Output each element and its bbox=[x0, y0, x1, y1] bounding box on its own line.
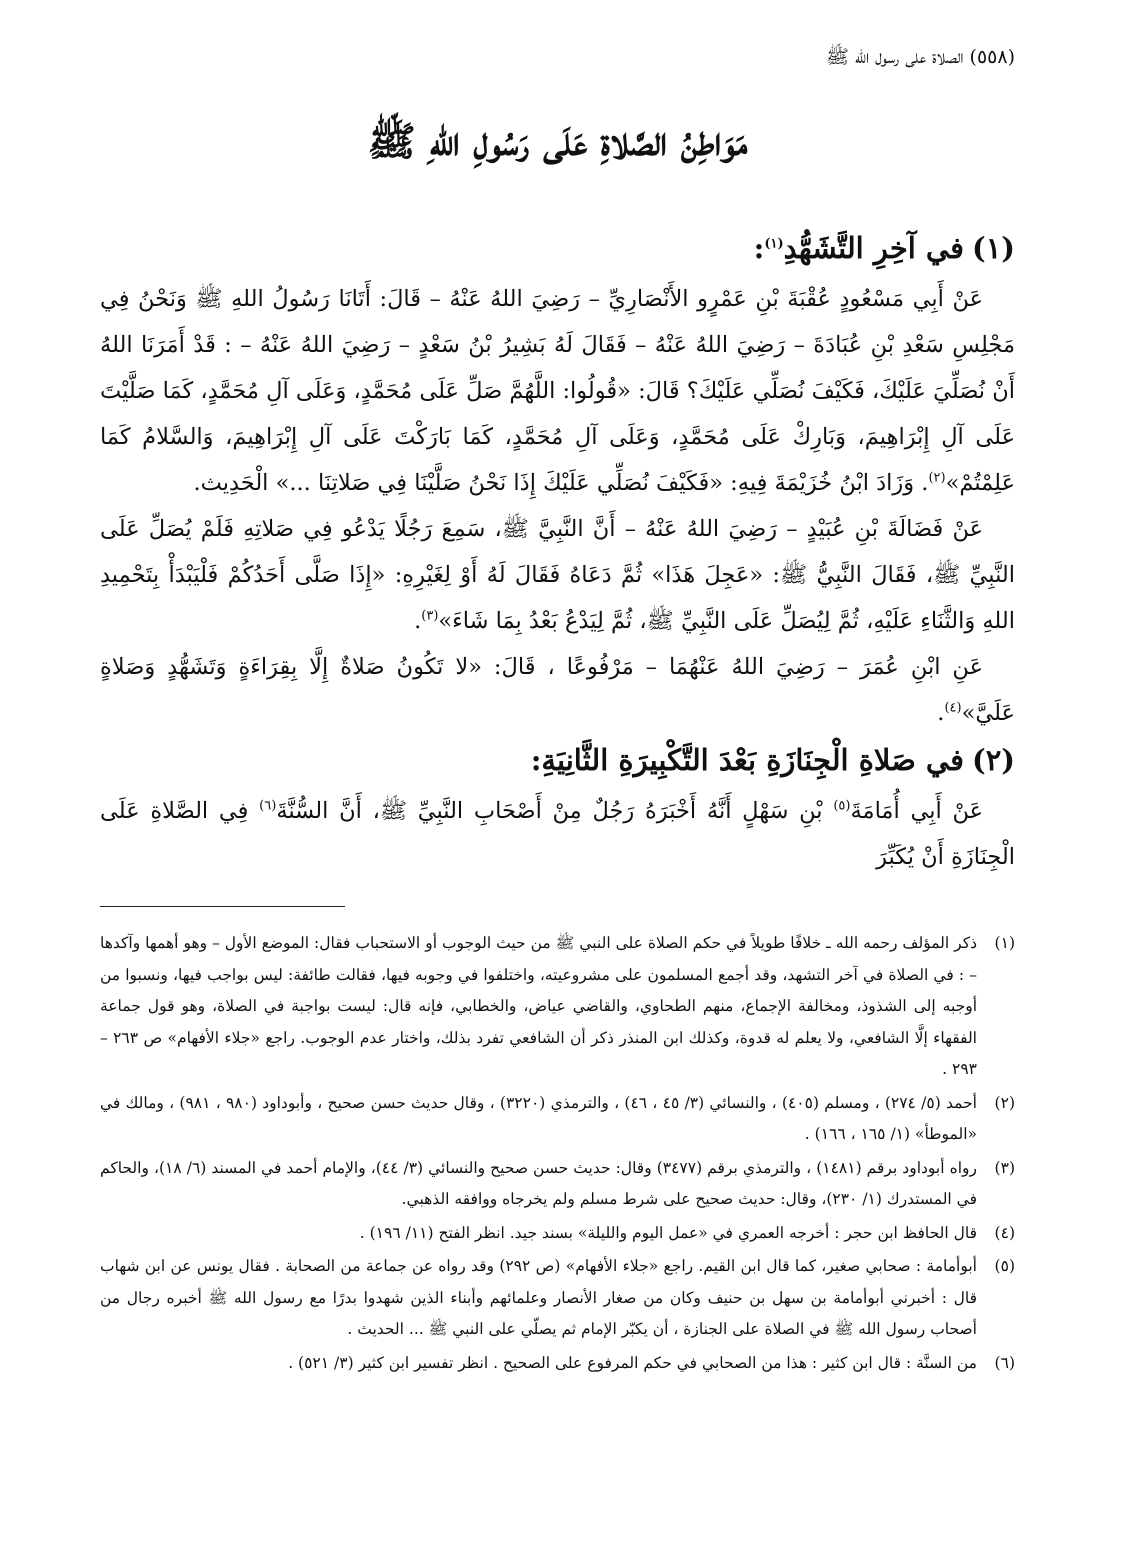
paragraph-text: بْنِ سَهْلٍ أَنَّهُ أَخْبَرَهُ رَجُلٌ مِنْ أَصْحَابِ النَّبِيِّ ﷺ، أَنَّ السُّنَّةَ bbox=[276, 798, 823, 824]
footnote-number: (٥) bbox=[994, 1257, 1015, 1275]
page-title: مَوَاطِنُ الصَّلاةِ عَلَى رَسُولِ اللهِ ﷺ bbox=[367, 118, 748, 165]
footnote-number: (٢) bbox=[994, 1093, 1015, 1112]
section-heading-1 bbox=[100, 226, 1015, 270]
footnote bbox=[100, 1251, 1015, 1346]
footnote bbox=[100, 1218, 1015, 1250]
paragraph bbox=[100, 788, 1015, 880]
footnote-text: من السنَّة : قال ابن كثير : هذا من الصحابي في حكم المرفوع على الصحيح . انظر تفسير ابن كثير (٣/ ٥٢١) . bbox=[288, 1353, 977, 1372]
paragraph-text: عَنْ فَضَالَةَ بْنِ عُبَيْدٍ – رَضِيَ اللهُ عَنْهُ – أَنَّ النَّبِيَّ ﷺ، سَمِعَ رَجُلًا يَدْعُو فِي صَلاتِهِ فَلَمْ يُصَلِّ عَلَى النَّبِيِّ ﷺ، فَقَالَ النَّبِيُّ ﷺ: «عَجِلَ هَذَا» ثُمَّ دَعَاهُ فَقَالَ لَهُ أَوْ لِغَيْرِهِ: «إِذَا صَلَّى أَحَدُكُمْ فَلْيَبْدَأْ بِتَحْمِيدِ اللهِ وَالثَّنَاءِ عَلَيْهِ، ثُمَّ لِيُصَلِّ عَلَى النَّبِيِّ ﷺ، ثُمَّ لِيَدْعُ بَعْدُ بِمَا شَاءَ» bbox=[100, 516, 1015, 634]
footnote-text: أحمد (٥/ ٢٧٤) ، ومسلم (٤٠٥) ، والنسائي (٣/ ٤٥ ، ٤٦) ، والترمذي (٣٢٢٠) ، وقال حديث حسن صحيح ، وأبوداود (٩٨٠ ، ٩٨١) ، ومالك في «الموطأ» (١/ ١٦٥ ، ١٦٦) . bbox=[100, 1093, 977, 1143]
section-title: في صَلاةِ الْجِنَازَةِ بَعْدَ التَّكْبِيرَةِ الثَّانِيَةِ: bbox=[530, 743, 964, 777]
footnote-ref: (٤) bbox=[944, 700, 962, 716]
paragraph-tail: . وَزَادَ ابْنُ خُزَيْمَةَ فِيهِ: «فَكَيْفَ نُصَلِّي عَلَيْكَ إِذَا نَحْنُ صَلَّيْنَا فِي صَلاتِنَا ...» الْحَدِيث. bbox=[193, 470, 929, 496]
section-title: في آخِرِ التَّشَهُّدِ bbox=[783, 231, 964, 265]
page-body bbox=[100, 40, 1015, 880]
footnote-separator bbox=[100, 906, 345, 907]
footnote-text: رواه أبوداود برقم (١٤٨١) ، والترمذي برقم (٣٤٧٧) وقال: حديث حسن صحيح والنسائي (٣/ ٤٤)، والإمام أحمد في المسند (٦/ ١٨)، والحاكم في المستدرك (١/ ٢٣٠)، وقال: حديث صحيح على شرط مسلم ولم يخرجاه ووافقه الذهبي. bbox=[100, 1158, 977, 1208]
paragraph bbox=[100, 644, 1015, 736]
footnote-text: قال الحافظ ابن حجر : أخرجه العمري في «عمل اليوم والليلة» بسند جيد. انظر الفتح (١١/ ١٩٦) . bbox=[359, 1223, 977, 1242]
footnote bbox=[100, 1153, 1015, 1216]
paragraph-text: عَنْ أَبِي أُمَامَةَ bbox=[850, 798, 984, 824]
footnote-ref: (٥) bbox=[833, 798, 851, 814]
footnote bbox=[100, 928, 1015, 1086]
paragraph bbox=[100, 506, 1015, 644]
paragraph-tail: . bbox=[937, 700, 945, 726]
footnote-number: (٦) bbox=[994, 1353, 1015, 1372]
section-number: (١) bbox=[971, 231, 1015, 265]
footnote-ref: (٢) bbox=[928, 470, 946, 486]
footnote-text: ذكر المؤلف رحمه الله ـ خلافًا طويلاً في حكم الصلاة على النبي ﷺ من حيث الوجوب أو الاستحباب فقال: الموضع الأول – وهو أهمها وآكدها – : في الصلاة في آخر التشهد، وقد أجمع المسلمون على مشروعيته، واختلفوا في وجوبه فيها، فقالت طائفة: ليس بواجب فيها، ونسبوا من أوجبه إلى الشذوذ، ومخالفة الإجماع، منهم الطحاوي، والقاضي عياض، والخطابي، فإنه قال: ليست بواجبة في الصلاة، وهو قول جماعة الفقهاء إلَّا الشافعي، ولا يعلم له قدوة، وكذلك ابن المنذر ذكر أن الشافعي تفرد بذلك، واختار عدم الوجوب. راجع «جلاء الأفهام» ص ٢٦٣ – ٢٩٣ . bbox=[100, 934, 977, 1078]
footnote-number: (٣) bbox=[994, 1158, 1015, 1177]
paragraph bbox=[100, 276, 1015, 506]
footnote-ref: (٣) bbox=[421, 608, 439, 624]
section-number: (٢) bbox=[971, 743, 1015, 777]
paragraph-tail: . bbox=[414, 608, 422, 634]
footnote bbox=[100, 1348, 1015, 1380]
section-colon: : bbox=[753, 231, 765, 265]
section-heading-2 bbox=[100, 738, 1015, 782]
paragraph-text: عَنْ أَبِي مَسْعُودٍ عُقْبَةَ بْنِ عَمْرٍو الأَنْصَارِيِّ – رَضِيَ اللهُ عَنْهُ – قَالَ: أَتَانَا رَسُولُ اللهِ ﷺ وَنَحْنُ فِي مَجْلِسِ سَعْدِ بْنِ عُبَادَةَ – رَضِيَ اللهُ عَنْهُ – فَقَالَ لَهُ بَشِيرُ بْنُ سَعْدٍ – رَضِيَ اللهُ عَنْهُ – : قَدْ أَمَرَنَا اللهُ أَنْ نُصَلِّيَ عَلَيْكَ، فَكَيْفَ نُصَلِّي عَلَيْكَ؟ قَالَ: «قُولُوا: اللَّهُمَّ صَلِّ عَلَى مُحَمَّدٍ، وَعَلَى آلِ مُحَمَّدٍ، كَمَا صَلَّيْتَ عَلَى آلِ إِبْرَاهِيمَ، وَبَارِكْ عَلَى مُحَمَّدٍ، وَعَلَى آلِ مُحَمَّدٍ، كَمَا بَارَكْتَ عَلَى آلِ إِبْرَاهِيمَ، وَالسَّلامُ كَمَا عَلِمْتُمْ» bbox=[100, 286, 1015, 496]
footnote-ref: (١) bbox=[764, 236, 784, 252]
footnote-number: (١) bbox=[994, 934, 1015, 952]
footnotes bbox=[100, 928, 1015, 1381]
footnote-number: (٤) bbox=[994, 1223, 1015, 1242]
paragraph-text: عَنِ ابْنِ عُمَرَ – رَضِيَ اللهُ عَنْهُمَا – مَرْفُوعًا ، قَالَ: «لا تَكُونُ صَلاةٌ إِلَّا بِقِرَاءَةٍ وَتَشَهُّدٍ وَصَلاةٍ عَلَيَّ» bbox=[100, 654, 1015, 726]
paragraph-text: فِي الصَّلاةِ عَلَى الْجِنَازَةِ أَنْ يُكَبِّرَ bbox=[100, 798, 1015, 870]
running-head: (٥٥٨) الصلاة على رسول الله ﷺ bbox=[825, 46, 1015, 68]
footnote-ref: (٦) bbox=[259, 798, 277, 814]
footnote bbox=[100, 1088, 1015, 1151]
footnote-text: أبوأمامة : صحابي صغير، كما قال ابن القيم. راجع «جلاء الأفهام» (ص ٢٩٢) وقد رواه عن جماعة من الصحابة . فقال يونس عن ابن شهاب قال : أخبرني أبوأمامة بن سهل بن حنيف وكان من صغار الأنصار وعلمائهم وأبناء الذين شهدوا بدرًا مع رسول الله ﷺ أخبره رجال من أصحاب رسول الله ﷺ في الصلاة على الجنازة ، أن يكبّر الإمام ثم يصلّي على النبي ﷺ ... الحديث . bbox=[100, 1257, 977, 1338]
